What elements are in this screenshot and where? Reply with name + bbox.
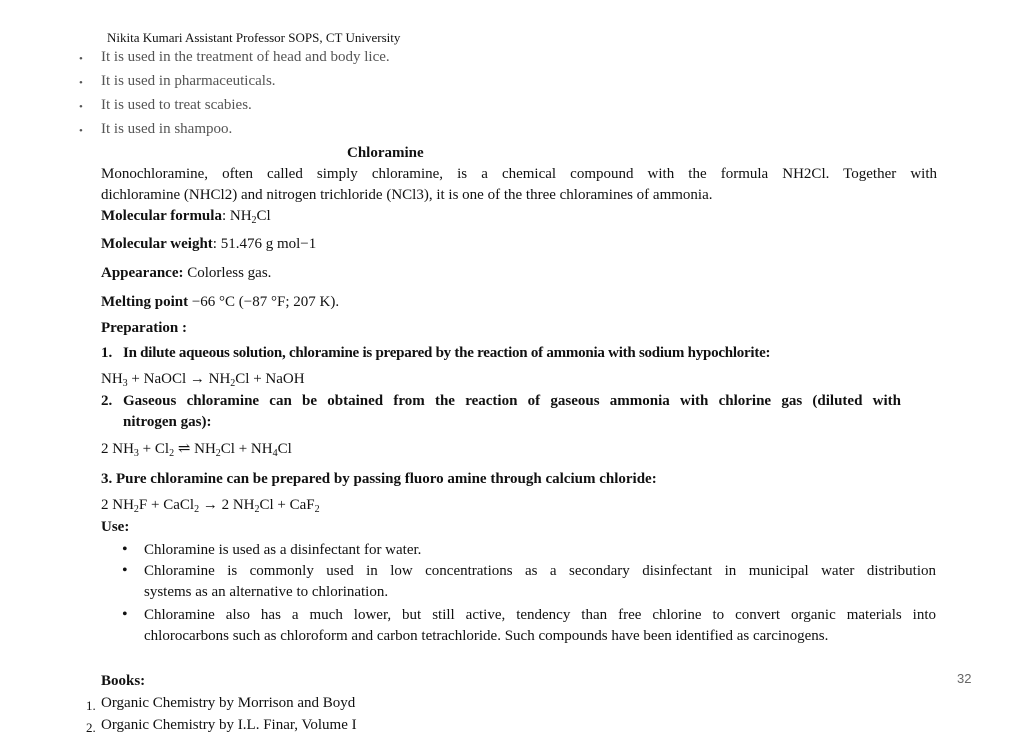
bullet-dot: • [79,53,83,65]
eq-part: Cl + CaF [259,497,315,513]
eq-part: NH [101,371,123,387]
eq-sub: 3 [122,378,128,389]
eq-part: ⇌ NH [174,441,216,457]
book-item: Organic Chemistry by Morrison and Boyd [101,695,356,711]
list-item: Chloramine is commonly used in low concentrations as a secondary disinfectant in municipal water distribution [144,563,936,579]
intro-line: dichloramine (NHCl2) and nitrogen trichloride (NCl3), it is one of the three chloramines of ammonia. [101,187,713,203]
weight-value: : 51.476 g mol−1 [212,236,317,252]
eq-part: F + CaCl [138,497,195,513]
list-item: It is used in the treatment of head and body lice. [101,49,390,65]
eq-part: Cl [277,441,292,457]
eq-sub: 2 [230,378,236,389]
weight-label: Molecular weight [101,236,213,252]
page-number: 32 [957,671,972,686]
book-item: Organic Chemistry by I.L. Finar, Volume I [101,717,357,733]
bullet-dot: • [122,606,128,623]
eq-part: 2 NH [101,497,134,513]
list-item-continuation: chlorocarbons such as chloroform and carbon tetrachloride. Such compounds have been identified as carcinogens. [144,628,829,644]
intro-line: Monochloramine, often called simply chloramine, is a chemical compound with the formula NH2Cl. Together with [101,166,937,182]
step-text: 3. Pure chloramine can be prepared by passing fluoro amine through calcium chloride: [101,471,657,487]
formula-b: Cl [256,208,271,224]
appearance [101,263,271,284]
melting-value: −66 °C (−87 °F; 207 K). [188,294,340,310]
eq-part: 2 NH [101,441,134,457]
step-text: In dilute aqueous solution, chloramine is prepared by the reaction of ammonia with sodium hypochlorite: [123,345,771,361]
page-header: Nikita Kumari Assistant Professor SOPS, CT University [107,30,401,45]
appearance-value: Colorless gas. [183,265,272,281]
list-item: It is used in shampoo. [101,121,233,137]
eq-part: Cl + NaOH [235,371,305,387]
eq-sub: 2 [194,504,200,515]
molecular-weight [101,234,316,255]
bullet-dot: • [79,125,83,137]
eq-part: + NaOCl → NH [127,371,231,387]
molecular-formula: Molecular formula: $NH_2Cl$ [101,208,271,226]
equation [101,495,320,517]
eq-sub: 2 [254,504,260,515]
melting-label: Melting point [101,294,189,310]
list-item-continuation: systems as an alternative to chlorination. [144,584,389,600]
step-text: Gaseous chloramine can be obtained from the reaction of gaseous ammonia with chlorine gas (diluted with [123,393,901,409]
eq-sub: 4 [272,448,278,459]
formula-label: Molecular formula [101,208,222,224]
eq-sub: 3 [133,448,139,459]
formula-sub: 2 [251,215,257,226]
bullet-dot: • [122,562,128,579]
eq-part: + Cl [138,441,170,457]
equation [101,369,305,391]
eq-part: → 2 NH [199,497,255,513]
eq-part: Cl + NH [220,441,273,457]
eq-sub: 2 [133,504,139,515]
list-item: It is used in pharmaceuticals. [101,73,276,89]
list-item: Chloramine is used as a disinfectant for water. [144,542,422,558]
equation [101,439,292,461]
book-number: 2. [86,720,96,735]
eq-sub: 2 [169,448,175,459]
section-title: Chloramine [347,145,424,161]
eq-sub: 2 [314,504,320,515]
list-item: Chloramine also has a much lower, but still active, tendency than free chlorine to convert organic materials into [144,607,936,623]
step-number: 1. [101,345,113,361]
step-text: nitrogen gas): [123,414,212,430]
list-item: It is used to treat scabies. [101,97,252,113]
bullet-dot: • [122,541,128,558]
book-number: 1. [86,698,96,713]
bullet-dot: • [79,101,83,113]
melting-point [101,292,339,313]
step-number: 2. [101,393,113,409]
appearance-label: Appearance: [101,265,184,281]
eq-sub: 2 [215,448,221,459]
preparation-heading: Preparation : [101,320,187,336]
books-heading: Books: [101,673,146,689]
formula-a: NH [229,208,252,224]
use-heading: Use: [101,519,130,535]
bullet-dot: • [79,77,83,89]
